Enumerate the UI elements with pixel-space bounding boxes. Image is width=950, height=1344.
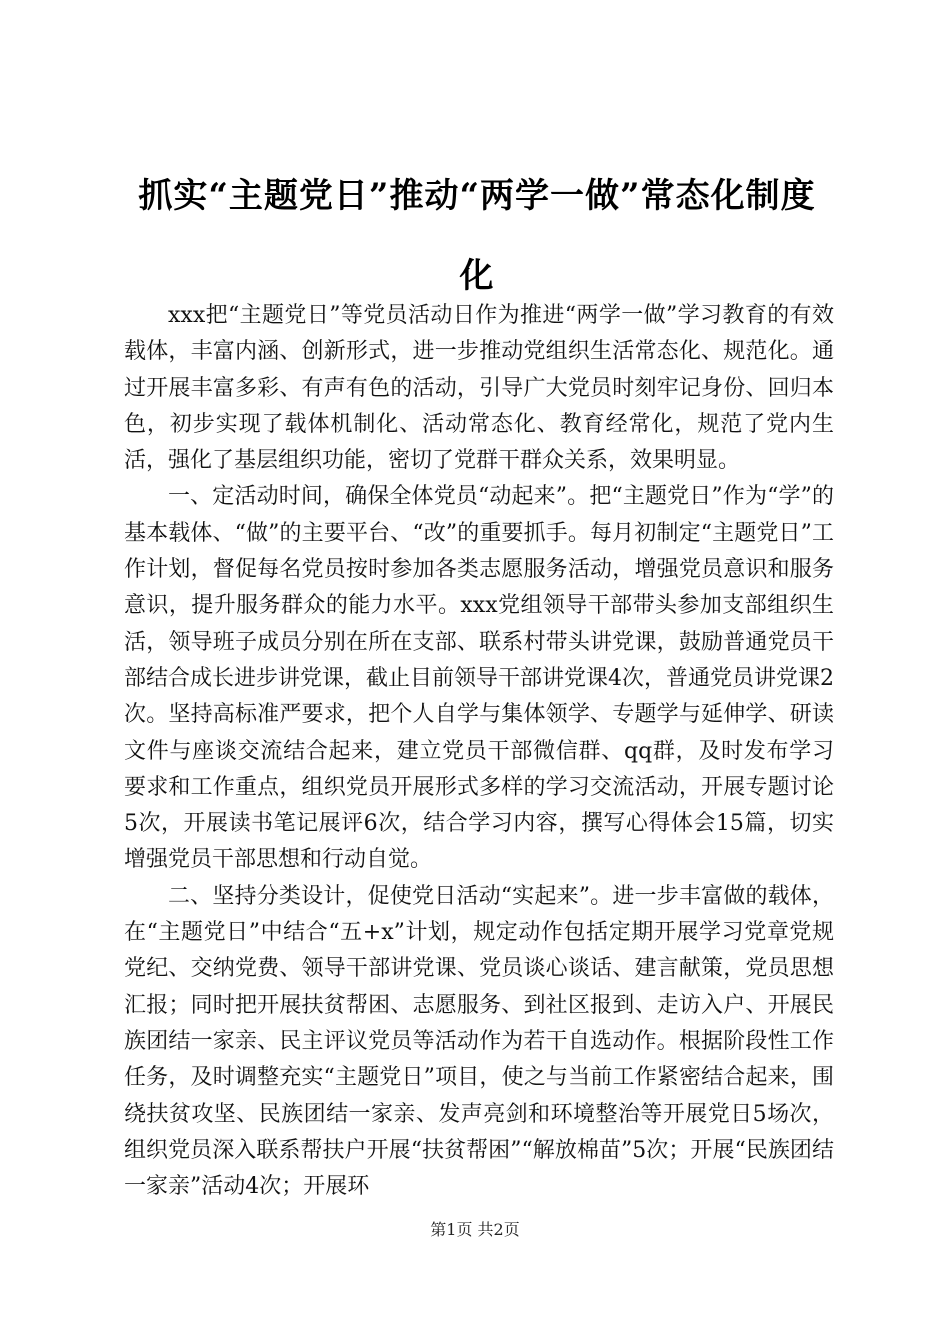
paragraph-section-one: 一、定活动时间，确保全体党员“动起来”。把“主题党日”作为“学”的基本载体、“做”的主要平台、“改”的重要抓手。每月初制定“主题党日”工作计划，督促每名党员按时参加各类志愿服务活动，增强党员意识和服务意识，提升服务群众的能力水平。xxx党组领导干部带头参加支部组织生活，领导班子成员分别在所在支部、联系村带头讲党课，鼓励普通党员干部结合成长进步讲党课，截止目前领导干部讲党课4次，普通党员讲党课2次。坚持高标准严要求，把个人自学与集体领学、专题学与延伸学、研读文件与座谈交流结合起来，建立党员干部微信群、qq群，及时发布学习要求和工作重点，组织党员开展形式多样的学习交流活动，开展专题讨论5次，开展读书笔记展评6次，结合学习内容，撰写心得体会15篇，切实增强党员干部思想和行动自觉。 bbox=[124, 484, 834, 873]
document-body bbox=[124, 298, 834, 1205]
page-number-footer: 第1页 共2页 bbox=[430, 1220, 520, 1239]
paragraph-section-two: 二、坚持分类设计，促使党日活动“实起来”。进一步丰富做的载体，在“主题党日”中结合“五+x”计划，规定动作包括定期开展学习党章党规党纪、交纳党费、领导干部讲党课、党员谈心谈话、建言献策，党员思想汇报；同时把开展扶贫帮困、志愿服务、到社区报到、走访入户、开展民族团结一家亲、民主评议党员等活动作为若干自选动作。根据阶段性工作任务，及时调整充实“主题党日”项目，使之与当前工作紧密结合起来，围绕扶贫攻坚、民族团结一家亲、发声亮剑和环境整治等开展党日5场次，组织党员深入联系帮扶户开展“扶贫帮困”“解放棉苗”5次；开展“民族团结一家亲”活动4次；开展环 bbox=[124, 883, 834, 1200]
paragraph-intro: xxx把“主题党日”等党员活动日作为推进“两学一做”学习教育的有效载体，丰富内涵、创新形式，进一步推动党组织生活常态化、规范化。通过开展丰富多彩、有声有色的活动，引导广大党员时刻牢记身份、回归本色，初步实现了载体机制化、活动常态化、教育经常化，规范了党内生活，强化了基层组织功能，密切了党群干群众关系，效果明显。 bbox=[124, 303, 834, 474]
document-title: 抓实“主题党日”推动“两学一做”常态化制度化 bbox=[138, 176, 816, 296]
